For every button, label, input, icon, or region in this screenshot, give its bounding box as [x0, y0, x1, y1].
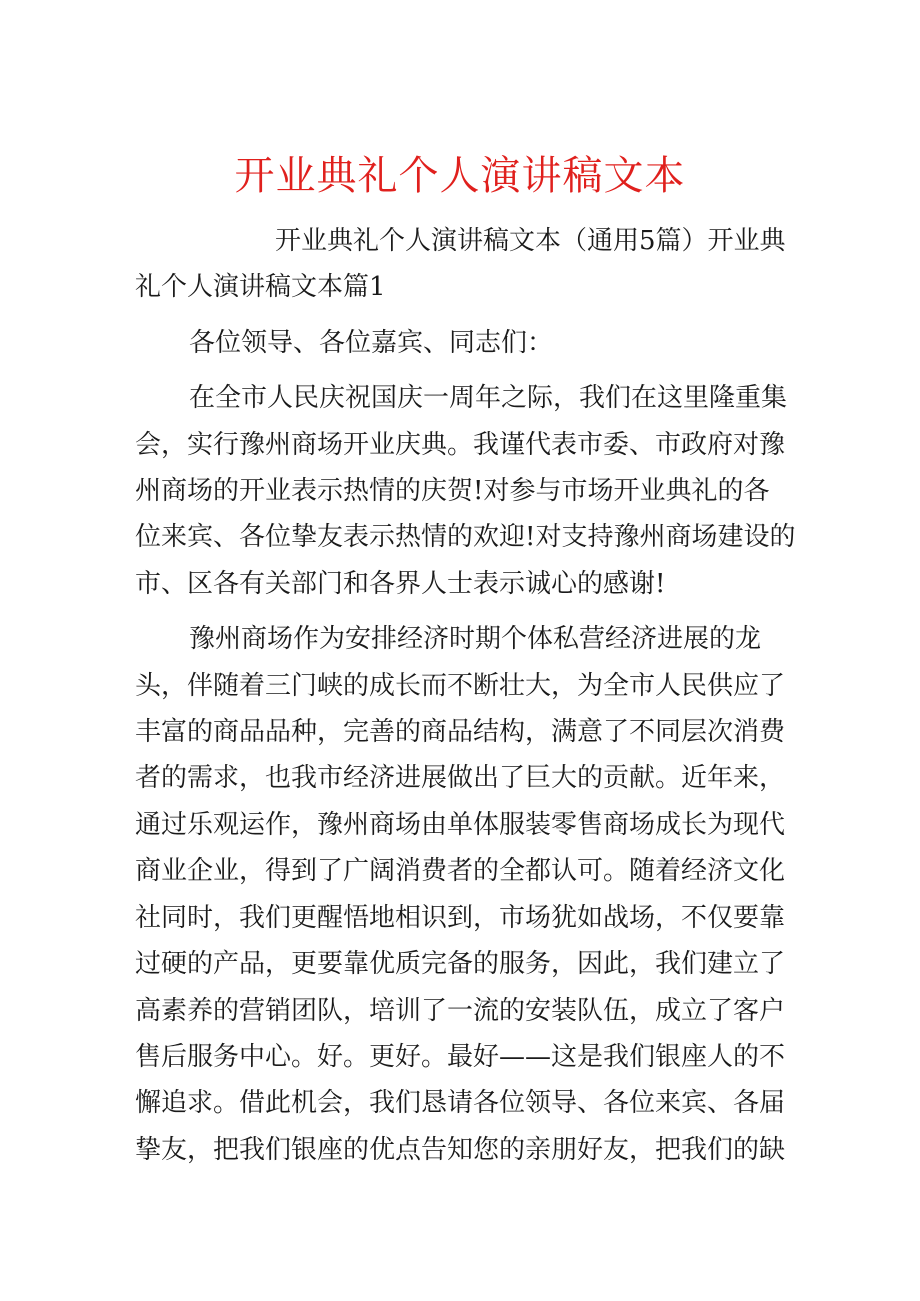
text-line: 会，实行豫州商场开业庆典。我谨代表市委、市政府对豫: [135, 429, 786, 460]
document-body: [135, 218, 795, 1182]
text-line: 挚友，把我们银座的优点告知您的亲朋好友，把我们的缺: [135, 1134, 786, 1165]
paragraph-salutation: [135, 320, 795, 366]
text-line: 豫州商场作为安排经济时期个体私营经济进展的龙: [189, 624, 762, 655]
paragraph-subtitle: [135, 218, 795, 311]
text-line: 过硬的产品，更要靠优质完备的服务，因此，我们建立了: [135, 949, 786, 980]
text-line: 者的需求，也我市经济进展做出了巨大的贡献。近年来，: [135, 763, 786, 794]
text-line: 各位领导、各位嘉宾、同志们：: [189, 327, 554, 358]
text-line: 高素养的营销团队，培训了一流的安装队伍，成立了客户: [135, 995, 786, 1026]
text-line: 头，伴随着三门峡的成长而不断壮大，为全市人民供应了: [135, 670, 786, 701]
document-title: 开业典礼个人演讲稿文本: [234, 153, 686, 199]
text-line: 礼个人演讲稿文本篇1: [135, 272, 386, 303]
paragraph-opening: [135, 375, 795, 607]
text-line: 社同时，我们更醒悟地相识到，市场犹如战场，不仅要靠: [135, 902, 786, 933]
text-line: 市、区各有关部门和各界人士表示诚心的感谢!: [135, 568, 666, 599]
text-line: 丰富的商品品种，完善的商品结构，满意了不同层次消费: [135, 717, 786, 748]
text-line: 通过乐观运作，豫州商场由单体服装零售商场成长为现代: [135, 809, 786, 840]
text-line: 在全市人民庆祝国庆一周年之际，我们在这里隆重集: [189, 383, 788, 414]
text-line: 开业典礼个人演讲稿文本（通用5篇）开业典: [275, 226, 786, 256]
text-line: 懈追求。借此机会，我们恳请各位领导、各位来宾、各届: [135, 1088, 786, 1119]
text-line: 位来宾、各位挚友表示热情的欢迎!对支持豫州商场建设的: [135, 522, 796, 553]
text-line: 售后服务中心。好。更好。最好——这是我们银座人的不: [135, 1041, 786, 1072]
text-line: 商业企业，得到了广阔消费者的全都认可。随着经济文化: [135, 856, 786, 887]
paragraph-body: [135, 616, 795, 1173]
text-line: 州商场的开业表示热情的庆贺!对参与市场开业典礼的各: [135, 476, 770, 507]
